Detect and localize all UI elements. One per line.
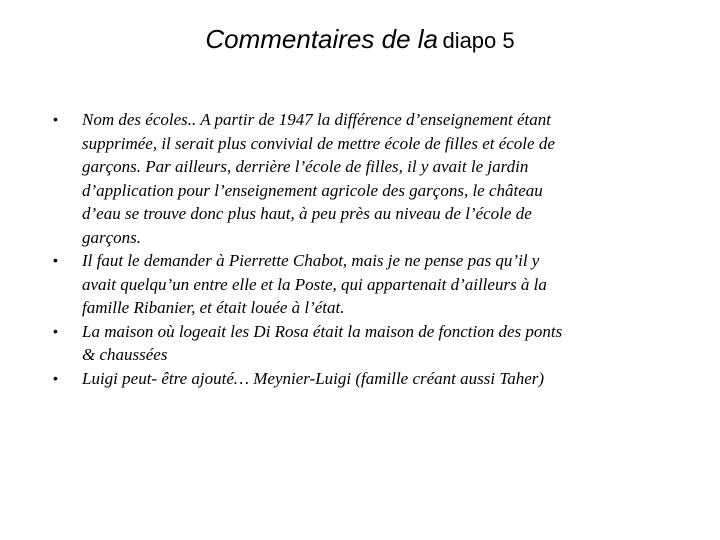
comment-line: supprimée, il serait plus convivial de mettre école de filles et école de (82, 133, 555, 153)
comment-line: d’eau se trouve donc plus haut, à peu près au niveau de l’école de (82, 204, 532, 223)
bullet-icon: • (53, 369, 58, 386)
comment-line: garçons. Par ailleurs, derrière l’école de filles, il y avait le jardin (82, 157, 529, 176)
comment-line: avait quelqu’un entre elle et la Poste, qui appartenait d’ailleurs à la (82, 274, 547, 294)
comment-line: Il faut le demander à Pierrette Chabot, mais je ne pense pas qu’il y (82, 251, 540, 270)
slide-title-sub: diapo 5 (442, 28, 515, 53)
comment-line: famille Ribanier, et était louée à l’état. (82, 298, 345, 317)
bullet-icon: • (53, 111, 58, 127)
bullet-icon: • (53, 252, 58, 268)
comment-list (53, 108, 663, 390)
comment-line: Luigi peut- être ajouté… Meynier-Luigi (famille créant aussi Taher) (82, 368, 545, 388)
comment-item-chabot (53, 249, 663, 320)
slide-title-main: Commentaires de la (205, 24, 438, 54)
comment-line: La maison où logeait les Di Rosa était la maison de fonction des ponts (82, 321, 563, 341)
slide-title (0, 22, 720, 61)
comment-line: Nom des écoles.. A partir de 1947 la différence d’enseignement étant (82, 110, 551, 129)
comment-item-schools (53, 108, 663, 249)
bullet-icon: • (53, 322, 58, 339)
comment-line: garçons. (82, 227, 142, 247)
comment-line: & chaussées (82, 345, 168, 364)
comment-line: d’application pour l’enseignement agricole des garçons, le château (82, 180, 543, 200)
comment-item-di-rosa (53, 320, 663, 367)
comment-item-luigi (53, 367, 663, 391)
